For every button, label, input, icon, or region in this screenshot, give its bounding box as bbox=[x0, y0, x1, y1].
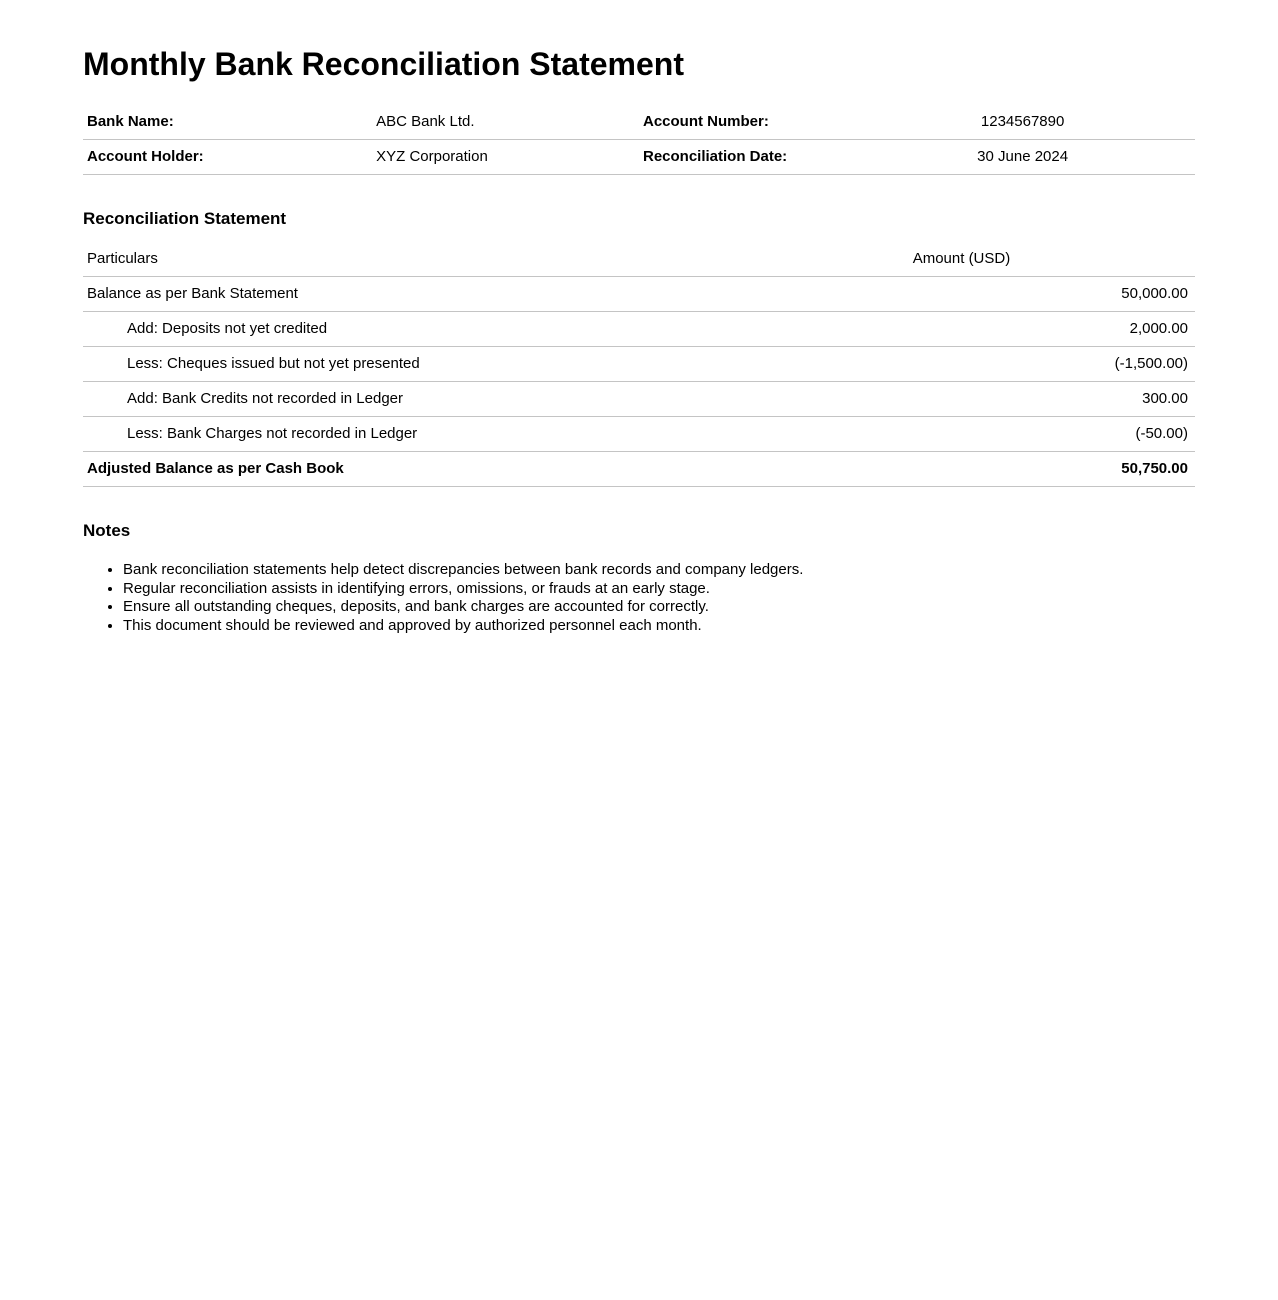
note-item: • Regular reconciliation assists in identifying errors, omissions, or frauds at an early stage. bbox=[123, 580, 1195, 599]
page-title: Monthly Bank Reconciliation Statement bbox=[83, 46, 684, 82]
particulars-cell: Add: Bank Credits not recorded in Ledger bbox=[83, 382, 728, 417]
bank-name-value: ABC Bank Ltd. bbox=[372, 105, 639, 140]
account-info-table bbox=[83, 105, 1195, 175]
statement-row-adjusted-balance bbox=[83, 452, 1195, 487]
particulars-cell: Balance as per Bank Statement bbox=[83, 277, 728, 312]
note-item: • This document should be reviewed and approved by authorized personnel each month. bbox=[123, 617, 1195, 636]
notes-section-heading: Notes bbox=[83, 521, 131, 540]
account-info-row bbox=[83, 140, 1195, 175]
reconciliation-statement-table bbox=[83, 242, 1195, 487]
amount-cell: 50,750.00 bbox=[728, 452, 1195, 487]
bank-name-label: Bank Name: bbox=[83, 105, 372, 140]
reconciliation-date-value: 30 June 2024 bbox=[850, 140, 1195, 175]
particulars-column-header: Particulars bbox=[83, 242, 728, 277]
statement-section-heading: Reconciliation Statement bbox=[83, 209, 287, 228]
note-item: • Ensure all outstanding cheques, deposits, and bank charges are accounted for correctly. bbox=[123, 598, 1195, 617]
particulars-cell: Add: Deposits not yet credited bbox=[83, 312, 728, 347]
amount-cell: (-1,500.00) bbox=[728, 347, 1195, 382]
statement-row-deposits-not-credited bbox=[83, 312, 1195, 347]
amount-cell: 300.00 bbox=[728, 382, 1195, 417]
statement-header-row bbox=[83, 242, 1195, 277]
account-number-label: Account Number: bbox=[639, 105, 850, 140]
statement-row-cheques-not-presented bbox=[83, 347, 1195, 382]
particulars-cell: Less: Bank Charges not recorded in Ledger bbox=[83, 417, 728, 452]
statement-row-bank-credits bbox=[83, 382, 1195, 417]
account-holder-label: Account Holder: bbox=[83, 140, 372, 175]
amount-cell: (-50.00) bbox=[728, 417, 1195, 452]
amount-column-header: Amount (USD) bbox=[728, 242, 1195, 277]
particulars-cell: Adjusted Balance as per Cash Book bbox=[83, 452, 728, 487]
notes-list bbox=[83, 561, 1195, 635]
amount-cell: 2,000.00 bbox=[728, 312, 1195, 347]
reconciliation-date-label: Reconciliation Date: bbox=[639, 140, 850, 175]
note-item: • Bank reconciliation statements help detect discrepancies between bank records and company ledgers. bbox=[123, 561, 1195, 580]
statement-row-bank-balance bbox=[83, 277, 1195, 312]
account-holder-value: XYZ Corporation bbox=[372, 140, 639, 175]
amount-cell: 50,000.00 bbox=[728, 277, 1195, 312]
statement-row-bank-charges bbox=[83, 417, 1195, 452]
account-info-row bbox=[83, 105, 1195, 140]
account-number-value: 1234567890 bbox=[850, 105, 1195, 140]
particulars-cell: Less: Cheques issued but not yet presented bbox=[83, 347, 728, 382]
